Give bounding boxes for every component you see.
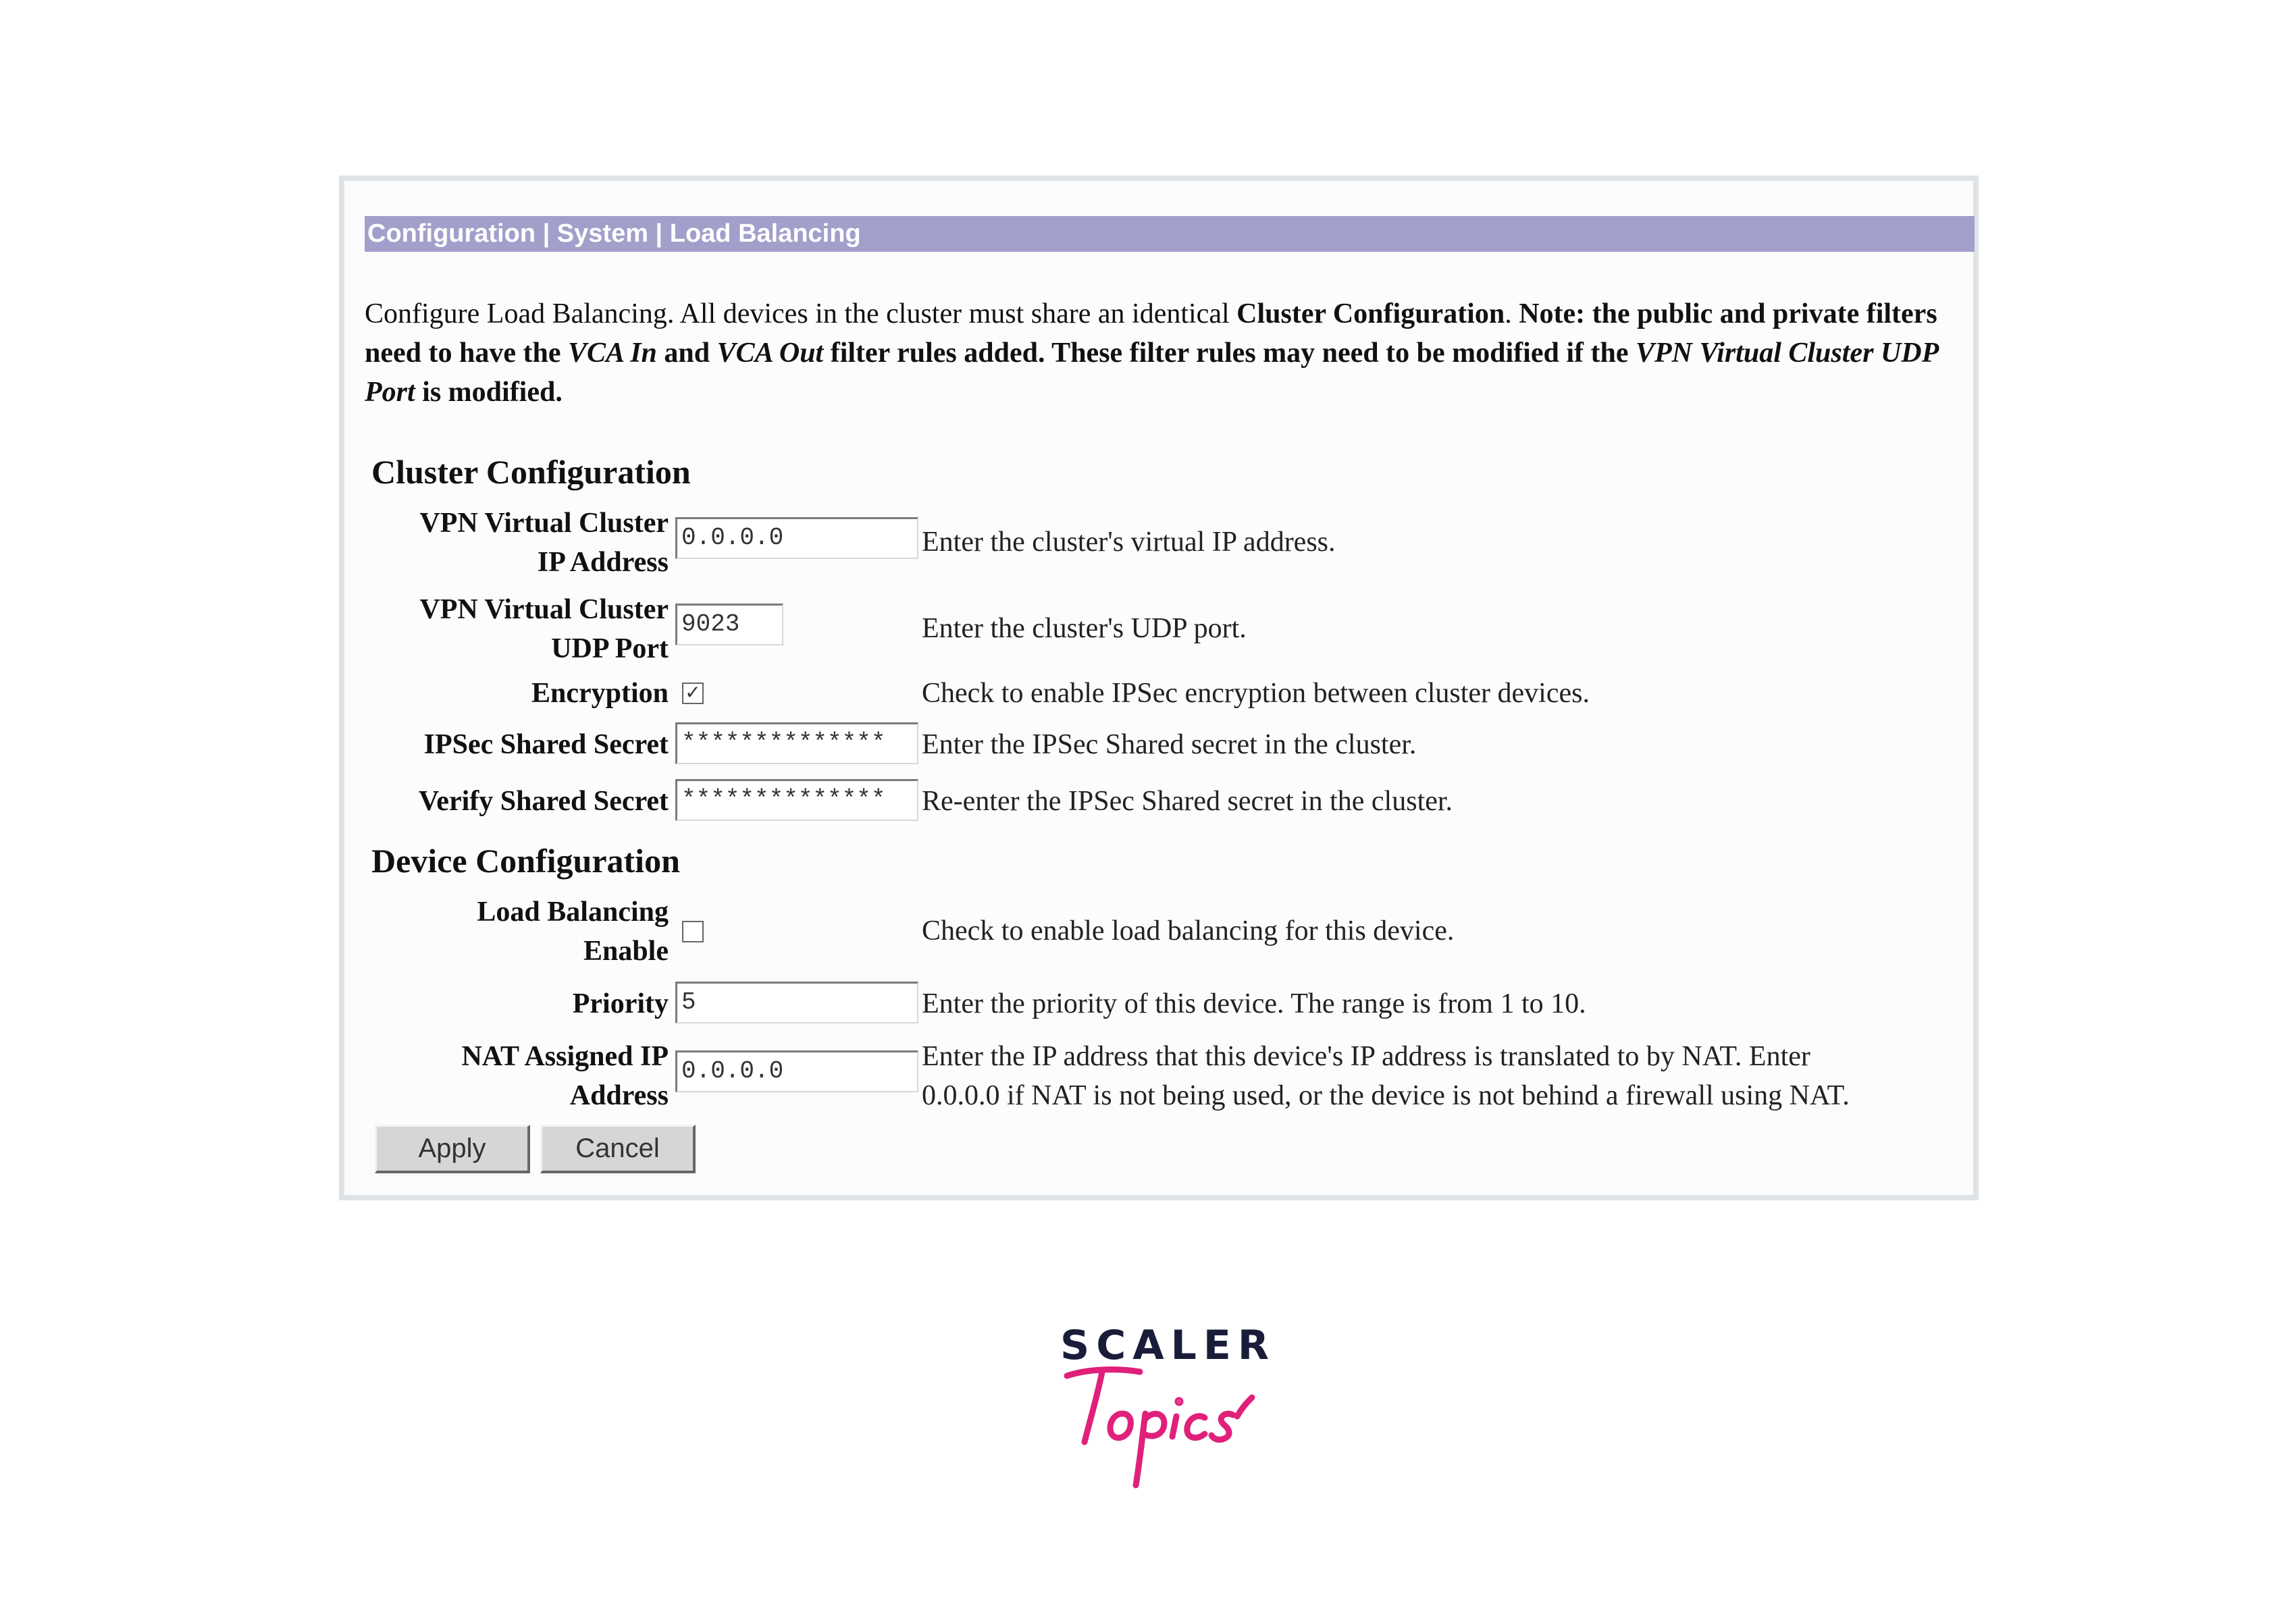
cluster-ip-help: Enter the cluster's virtual IP address. <box>922 527 1336 558</box>
intro-bold1: Cluster Configuration <box>1236 298 1505 329</box>
nat-input[interactable]: 0.0.0.0 <box>675 1050 918 1092</box>
intro-italic3: VPN Virtual Cluster UDP Port <box>365 338 1938 408</box>
apply-button[interactable]: Apply <box>375 1125 530 1173</box>
device-configuration-heading: Device Configuration <box>371 842 680 880</box>
cluster-port-help: Enter the cluster's UDP port. <box>922 613 1247 644</box>
cluster-ip-label: VPN Virtual Cluster IP Address <box>419 508 669 578</box>
lb-enable-label: Load Balancing Enable <box>477 897 669 967</box>
intro-part1: Configure Load Balancing. All devices in the cluster must share an identical <box>365 298 1237 329</box>
cluster-port-label: VPN Virtual Cluster UDP Port <box>419 594 669 664</box>
lb-enable-checkbox[interactable] <box>682 921 704 942</box>
priority-help: Enter the priority of this device. The range is from 1 to 10. <box>922 988 1586 1019</box>
cancel-button[interactable]: Cancel <box>540 1125 696 1173</box>
checkmark-icon: ✓ <box>685 681 701 703</box>
secret-label: IPSec Shared Secret <box>423 729 669 760</box>
nat-help: Enter the IP address that this device's IP address is translated to by NAT. Enter 0.0.0.0 if NAT is not being used, or the device is not behind a firewall using NAT. <box>922 1041 1850 1111</box>
cluster-port-input[interactable]: 9023 <box>675 604 783 645</box>
intro-bold5: is modified. <box>415 377 563 408</box>
intro-bold3: and <box>656 338 717 369</box>
encryption-help: Check to enable IPSec encryption between cluster devices. <box>922 678 1590 709</box>
intro-bold4: filter rules added. These filter rules may need to be modified if the <box>823 338 1636 369</box>
encryption-label: Encryption <box>531 678 669 709</box>
encryption-checkbox[interactable] <box>682 683 704 704</box>
intro-italic2: VCA Out <box>716 338 824 369</box>
intro-part2: . <box>1505 298 1519 329</box>
breadcrumb: Configuration | System | Load Balancing <box>365 216 1975 252</box>
verify-label: Verify Shared Secret <box>418 786 669 817</box>
nat-label: NAT Assigned IP Address <box>461 1041 669 1111</box>
verify-help: Re-enter the IPSec Shared secret in the cluster. <box>922 786 1453 817</box>
intro-bold2: Note: the public and private filters need to have the <box>365 298 1937 369</box>
lb-enable-help: Check to enable load balancing for this device. <box>922 915 1455 946</box>
priority-input[interactable]: 5 <box>675 982 918 1023</box>
load-balancing-panel <box>339 176 1979 1200</box>
verify-input[interactable]: ************** <box>675 779 918 821</box>
intro-italic1: VCA In <box>567 338 657 369</box>
secret-help: Enter the IPSec Shared secret in the cluster. <box>922 729 1417 760</box>
secret-input[interactable]: ************** <box>675 722 918 764</box>
logo-topics-script <box>1060 1366 1263 1495</box>
logo-scaler-text: SCALER <box>1060 1322 1276 1369</box>
cluster-ip-input[interactable]: 0.0.0.0 <box>675 517 918 559</box>
cluster-configuration-heading: Cluster Configuration <box>371 453 691 491</box>
intro-text <box>365 294 1975 412</box>
priority-label: Priority <box>572 988 669 1019</box>
scaler-topics-logo <box>1060 1322 1276 1491</box>
